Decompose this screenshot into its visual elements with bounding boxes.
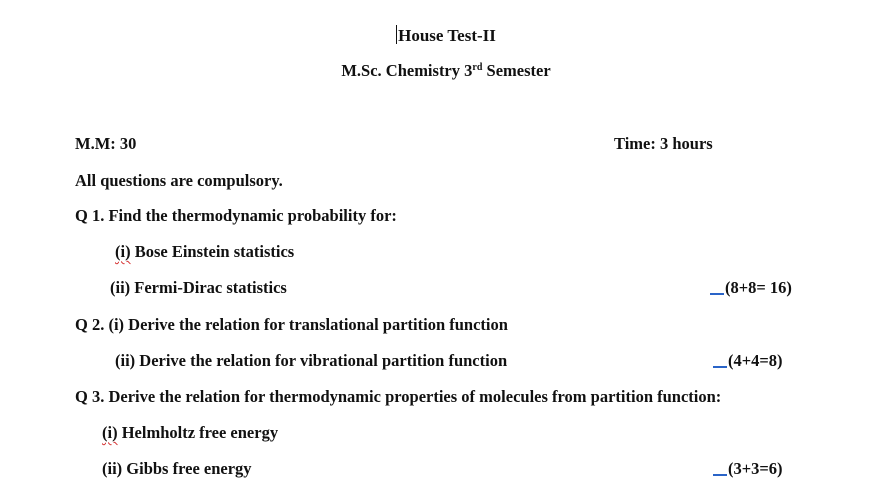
course-superscript: rd (472, 62, 483, 73)
course-suffix: Semester (482, 61, 551, 80)
question-2-part-ii: (ii) Derive the relation for vibrational partition function (115, 351, 508, 370)
question-1-marks (710, 278, 792, 298)
question-1-part-i-text: Bose Einstein statistics (130, 242, 295, 261)
question-3-part-ii: (ii) Gibbs free energy (102, 459, 252, 478)
question-1-part-ii: (ii) Fermi-Dirac statistics (110, 278, 287, 297)
question-3-marks-text: (3+3=6) (728, 459, 783, 478)
text-cursor (396, 25, 397, 44)
question-3-part-i-text: Helmholtz free energy (117, 423, 279, 442)
question-2-prompt: Q 2. (i) Derive the relation for translational partition function (75, 315, 508, 334)
doc-title-text: House Test-II (398, 26, 496, 45)
question-1-prompt: Q 1. Find the thermodynamic probability for: (75, 206, 397, 225)
instructions: All questions are compulsory. (75, 171, 283, 190)
question-3-prompt: Q 3. Derive the relation for thermodynamic properties of molecules from partition function: (75, 387, 722, 406)
question-3-part-i (102, 423, 278, 443)
question-2-marks (713, 351, 783, 371)
time-allowed: Time: 3 hours (614, 134, 713, 153)
question-3-part-i-number: (i) (102, 423, 118, 442)
max-marks: M.M: 30 (75, 134, 137, 153)
question-2-marks-text: (4+4=8) (728, 351, 783, 370)
question-1-marks-text: (8+8= 16) (725, 278, 792, 297)
doc-title[interactable] (0, 25, 892, 46)
question-1-part-i-number: (i) (115, 242, 131, 261)
question-1-part-i (115, 242, 294, 262)
marks-leader (713, 365, 727, 368)
question-3-marks (713, 459, 783, 479)
course-prefix: M.Sc. Chemistry 3 (341, 61, 473, 80)
course-subtitle (0, 61, 892, 81)
marks-leader (710, 292, 724, 295)
marks-leader (713, 473, 727, 476)
